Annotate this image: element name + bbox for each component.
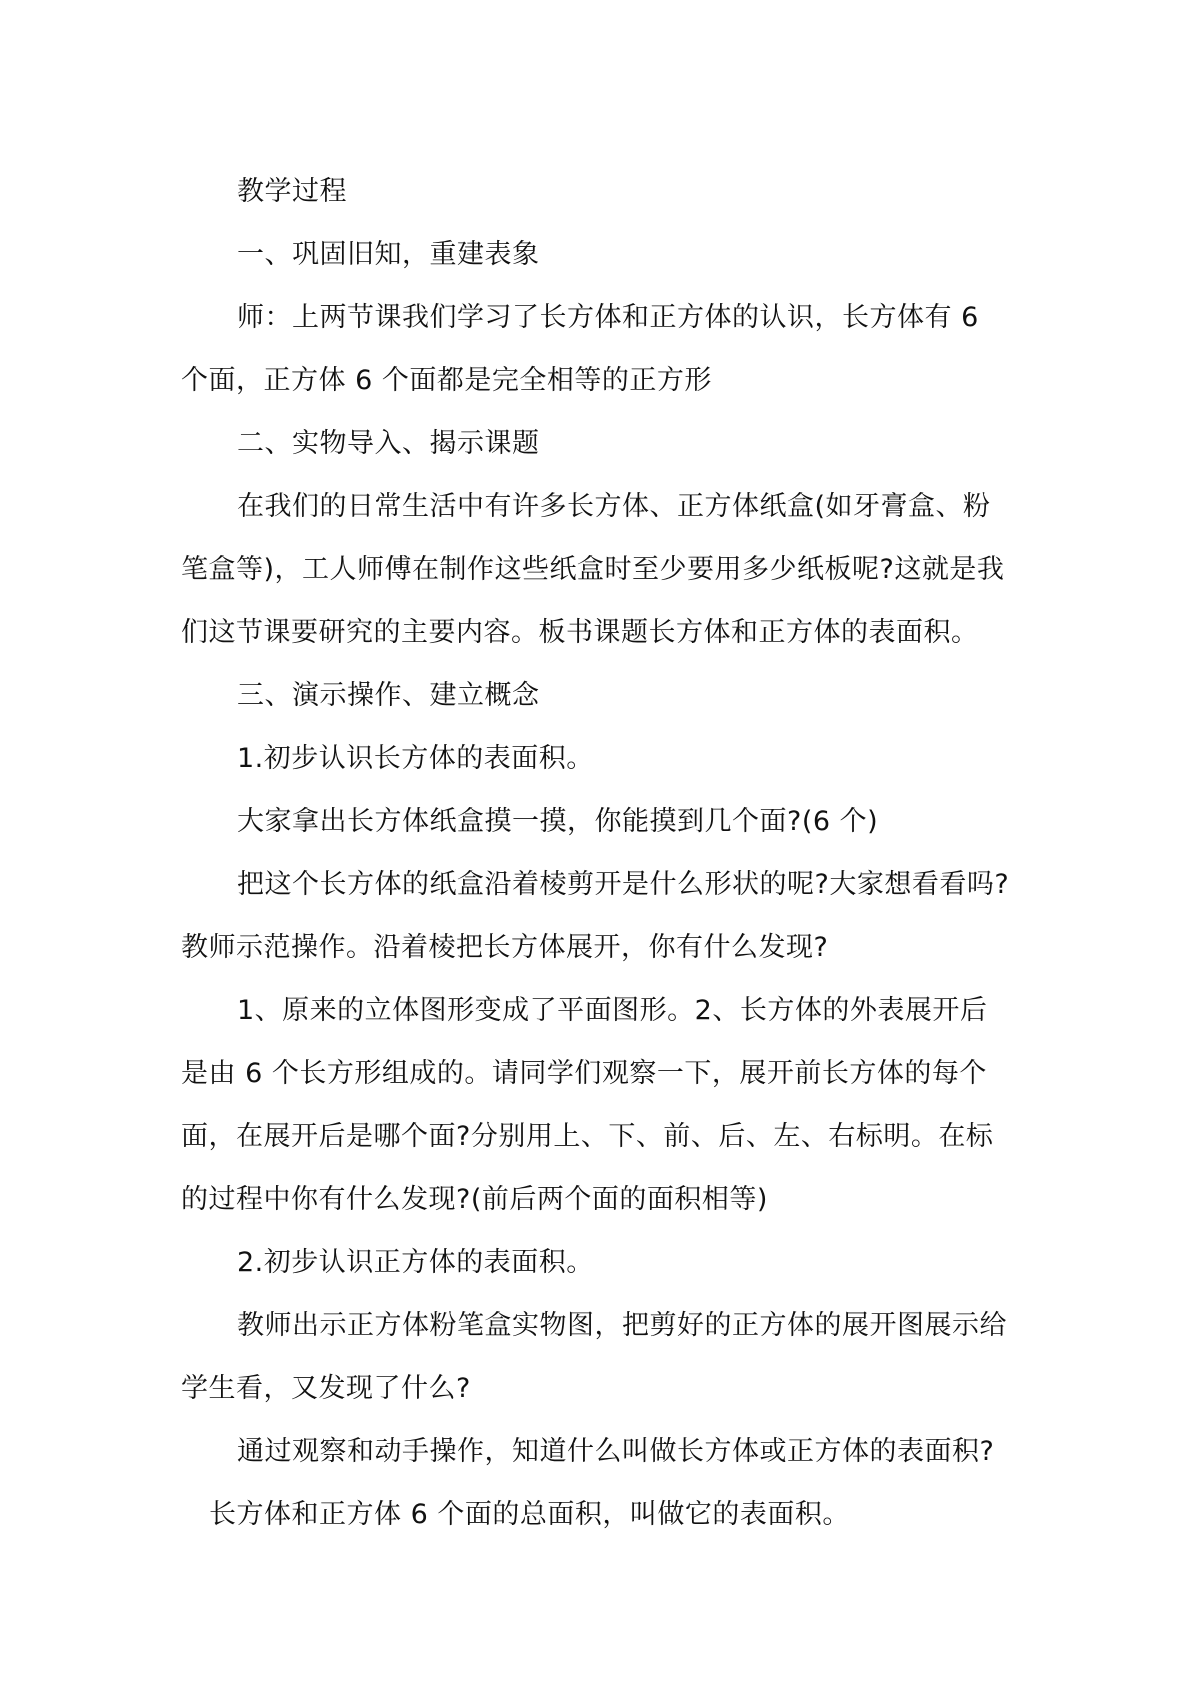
subheading-cuboid-surface: 1.初步认识长方体的表面积。 [237, 743, 594, 774]
paragraph-question: 通过观察和动手操作，知道什么叫做长方体或正方体的表面积? [237, 1436, 995, 1467]
subheading-cube-surface: 2.初步认识正方体的表面积。 [237, 1247, 594, 1278]
paragraph-cube-demo: 教师出示正方体粉笔盒实物图，把剪好的正方体的展开图展示给学生看，又发现了什么? [181, 1310, 1007, 1404]
section-heading-3: 三、演示操作、建立概念 [237, 680, 540, 711]
paragraph-teacher-intro: 师：上两节课我们学习了长方体和正方体的认识，长方体有 6 个面，正方体 6 个面都是完全相等的正方形 [181, 302, 979, 396]
document-body [181, 160, 1011, 1546]
paragraph-touch-faces: 大家拿出长方体纸盒摸一摸，你能摸到几个面?(6 个) [237, 806, 879, 837]
section-heading-1: 一、巩固旧知，重建表象 [237, 239, 540, 270]
paragraph-findings: 1、原来的立体图形变成了平面图形。2、长方体的外表展开后是由 6 个长方形组成的。请同学们观察一下，展开前长方体的每个面，在展开后是哪个面?分别用上、下、前、后、左、右标明。在标的过程中你有什么发现?(前后两个面的面积相等) [181, 995, 994, 1215]
paragraph-definition: 长方体和正方体 6 个面的总面积，叫做它的表面积。 [209, 1499, 850, 1530]
section-heading-2: 二、实物导入、揭示课题 [237, 428, 540, 459]
paragraph-daily-life: 在我们的日常生活中有许多长方体、正方体纸盒(如牙膏盒、粉笔盒等)，工人师傅在制作这些纸盒时至少要用多少纸板呢?这就是我们这节课要研究的主要内容。板书课题长方体和正方体的表面积。 [181, 491, 1005, 648]
paragraph-cut-open: 把这个长方体的纸盒沿着棱剪开是什么形状的呢?大家想看看吗?教师示范操作。沿着棱把长方体展开，你有什么发现? [181, 869, 1010, 963]
heading-teaching-process: 教学过程 [237, 176, 347, 207]
